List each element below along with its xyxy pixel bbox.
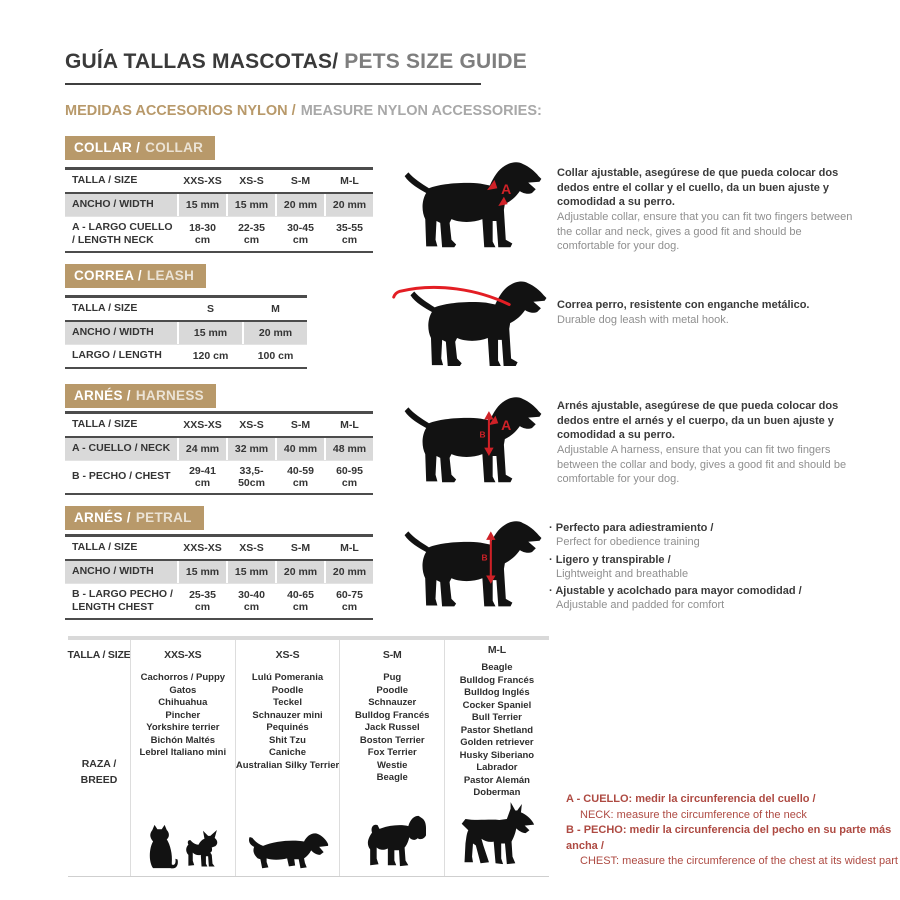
size-header: XS-S (226, 414, 275, 436)
harness-table-header (65, 414, 373, 438)
harness-marking-b: B (479, 429, 486, 440)
cat-silhouette-icon (143, 823, 179, 870)
petral-section-badge (65, 506, 204, 530)
schnauzer-silhouette-icon (359, 812, 426, 870)
collar-badge-es: COLLAR / (74, 140, 141, 155)
cell-value: 40-65 cm (275, 584, 324, 618)
footnote-b-en: CHEST: measure the circumference of the chest at its widest part (580, 855, 898, 868)
measurement-footnotes (566, 792, 900, 870)
collar-description (557, 166, 859, 254)
animal-cell (131, 823, 235, 876)
collar-neck-row (65, 216, 373, 251)
breed-item: Caniche (269, 747, 307, 759)
leash-desc-en: Durable dog leash with metal hook. (557, 313, 729, 326)
breed-column-m-l (444, 640, 549, 876)
collar-table-header (65, 170, 373, 194)
collar-size-table (65, 167, 373, 253)
breed-row-label (68, 670, 130, 876)
feature-item (549, 521, 859, 550)
leash-description (557, 298, 859, 327)
size-header: S-M (275, 170, 324, 192)
page-title (65, 50, 527, 85)
harness-badge-es: ARNÉS / (74, 388, 131, 403)
size-header: XS-S (226, 170, 275, 192)
row-label: A - LARGO CUELLO / LENGTH NECK (72, 221, 173, 247)
size-header: S-M (275, 414, 324, 436)
collar-width-row (65, 194, 373, 216)
feature-en: Adjustable and padded for comfort (556, 599, 725, 612)
breed-item: Cocker Spaniel (462, 699, 532, 711)
breed-item: Beagle (376, 772, 408, 784)
breed-item: Bulldog Francés (355, 709, 430, 721)
harness-dog-illustration (398, 383, 548, 486)
harness-section-badge (65, 384, 216, 408)
cell-value: 60-75 cm (324, 584, 373, 618)
harness-size-table (65, 411, 373, 495)
cell-value: 20 mm (324, 561, 373, 583)
petral-arrow-up-icon (486, 531, 495, 539)
feature-item (549, 584, 859, 613)
breed-item: Pastor Shetland (460, 724, 534, 736)
cell-value: 35-55 cm (324, 217, 373, 251)
breed-item: Teckel (273, 697, 302, 709)
chihuahua-silhouette-icon (184, 828, 222, 870)
breed-item: Australian Silky Terrier (235, 759, 340, 771)
cell-value: 15 mm (177, 561, 226, 583)
cell-value: 25-35 cm (177, 584, 226, 618)
petral-chest-row (65, 583, 373, 618)
footnote-b-es: B - PECHO: medir la circunferencia del pecho en su parte más ancha / (566, 824, 892, 852)
cell-value: 33,5-50cm (226, 461, 275, 493)
leash-size-table (65, 295, 307, 369)
breed-item: Pastor Alemán (463, 774, 530, 786)
cell-value: 100 cm (242, 345, 307, 367)
petral-size-table (65, 534, 373, 620)
col-header-size: TALLA / SIZE (72, 418, 138, 431)
breed-column-xs-s (235, 640, 340, 876)
cell-value: 24 mm (177, 438, 226, 460)
size-header: XXS-XS (177, 537, 226, 559)
dog-silhouette-icon (405, 397, 542, 482)
harness-description (557, 399, 859, 487)
page-subtitle-en: MEASURE NYLON ACCESSORIES: (300, 103, 542, 119)
doberman-silhouette-icon (457, 800, 536, 870)
cell-value: 60-95 cm (324, 461, 373, 493)
breed-item: Chihuahua (158, 697, 208, 709)
cell-value: 15 mm (177, 322, 242, 344)
size-header: M-L (324, 170, 373, 192)
feature-es: · Ajustable y acolchado para mayor comodidad / (549, 584, 859, 598)
breed-list (236, 670, 340, 772)
size-header: M-L (324, 414, 373, 436)
petral-badge-en: PETRAL (135, 510, 192, 525)
breed-item: Schnauzer mini (252, 709, 323, 721)
row-label: B - LARGO PECHO / LENGTH CHEST (72, 588, 173, 614)
breed-item: Pequinés (266, 722, 309, 734)
cell-value: 30-40 cm (226, 584, 275, 618)
breed-item: Poodle (271, 684, 304, 696)
leash-table-header (65, 298, 307, 322)
harness-desc-es: Arnés ajustable, asegúrese de que pueda colocar dos dedos entre el arnés y el cuerpo, da un buen ajuste y comodidad a su perro. (557, 400, 839, 442)
leash-width-row (65, 322, 307, 344)
petral-table-header (65, 537, 373, 561)
leash-badge-es: CORREA / (74, 268, 142, 283)
cell-value: 32 mm (226, 438, 275, 460)
collar-section-badge (65, 136, 215, 160)
breed-item: Cachorros / Puppy (140, 672, 226, 683)
breed-col-header: XS-S (275, 649, 300, 661)
cell-value: 15 mm (177, 194, 226, 216)
animal-cell (236, 829, 340, 876)
cell-value: 30-45 cm (275, 217, 324, 251)
leash-badge-en: LEASH (146, 268, 195, 283)
collar-desc-en: Adjustable collar, ensure that you can fit two fingers between the collar and neck, gives a good fit and should be comfortable for your dog. (557, 210, 853, 253)
breed-item: Bull Terrier (471, 712, 522, 724)
breed-item: Poodle (376, 684, 409, 696)
feature-es: · Perfecto para adiestramiento / (549, 521, 859, 535)
size-header: XS-S (226, 537, 275, 559)
page-title-es: GUÍA TALLAS MASCOTAS/ (65, 50, 339, 73)
harness-marking-a: A (501, 416, 512, 433)
cell-value: 40-59 cm (275, 461, 324, 493)
breed-item: Boston Terrier (359, 734, 425, 746)
harness-desc-en: Adjustable A harness, ensure that you can fit two fingers between the collar and body, gives a good fit and should be comfortable for your dog. (557, 443, 847, 486)
breed-item: Beagle (481, 662, 513, 674)
breed-item: Fox Terrier (367, 747, 417, 759)
cell-value: 48 mm (324, 438, 373, 460)
cell-value: 20 mm (275, 561, 324, 583)
leash-desc-es: Correa perro, resistente con enganche metálico. (557, 299, 810, 311)
breed-col-header: M-L (487, 644, 506, 657)
breed-item: Jack Russel (364, 722, 420, 734)
petral-width-row (65, 561, 373, 583)
cell-value: 20 mm (275, 194, 324, 216)
breed-item: Doberman (473, 787, 521, 799)
harness-badge-en: HARNESS (135, 388, 204, 403)
breed-list (340, 670, 444, 785)
cell-value: 20 mm (324, 194, 373, 216)
breed-table-label-column (68, 640, 130, 876)
size-header: XXS-XS (177, 170, 226, 192)
harness-neck-row (65, 438, 373, 460)
row-label: A - CUELLO / NECK (65, 438, 177, 460)
page-subtitle-es: MEDIDAS ACCESORIOS NYLON / (65, 103, 296, 119)
size-header: S-M (275, 537, 324, 559)
collar-marking-a: A (501, 180, 512, 197)
dog-silhouette-icon (405, 162, 542, 247)
row-label: ANCHO / WIDTH (65, 194, 177, 216)
row-label: LARGO / LENGTH (72, 349, 162, 362)
breed-column-xxs-xs (130, 640, 235, 876)
col-header-size: TALLA / SIZE (72, 174, 138, 187)
feature-en: Lightweight and breathable (556, 567, 689, 580)
cell-value: 40 mm (275, 438, 324, 460)
breed-item: Pug (383, 672, 402, 683)
size-header: XXS-XS (177, 414, 226, 436)
harness-arrow-up-icon (484, 411, 493, 419)
dog-silhouette-icon (405, 521, 542, 606)
breed-row-label-es: RAZA / (81, 758, 117, 771)
breed-item: Yorkshire terrier (146, 722, 220, 734)
petral-badge-es: ARNÉS / (74, 510, 131, 525)
leash-length-row (65, 344, 307, 367)
breed-item: Shit Tzu (269, 734, 306, 746)
breed-row-label-en: BREED (80, 774, 118, 786)
dachshund-silhouette-icon (247, 829, 329, 870)
cell-value: 15 mm (226, 194, 275, 216)
leash-section-badge (65, 264, 206, 288)
cell-value: 29-41 cm (177, 461, 226, 493)
feature-en: Perfect for obedience training (556, 536, 700, 549)
breed-col-header: S-M (382, 649, 402, 661)
row-label: ANCHO / WIDTH (65, 322, 177, 344)
breed-item: Pincher (165, 709, 201, 721)
collar-dog-illustration (398, 148, 548, 251)
breed-item: Bulldog Francés (459, 674, 535, 686)
breed-list (131, 670, 235, 760)
breed-item: Gatos (169, 684, 197, 696)
leash-dog-illustration (390, 267, 553, 370)
page-title-en: PETS SIZE GUIDE (344, 50, 527, 73)
breed-item: Husky Siberiano (459, 749, 535, 761)
col-header-size: TALLA / SIZE (72, 302, 138, 315)
col-header-size: TALLA / SIZE (72, 541, 138, 554)
petral-feature-list (549, 521, 859, 616)
breed-item: Westie (376, 759, 408, 771)
petral-dog-illustration (398, 506, 548, 613)
page-subtitle (65, 103, 542, 119)
size-header: S (177, 298, 242, 320)
animal-cell (340, 812, 444, 876)
harness-chest-row (65, 460, 373, 493)
animal-cell (445, 800, 549, 876)
breed-item: Schnauzer (368, 697, 417, 709)
cell-value: 20 mm (242, 322, 307, 344)
breed-list (445, 660, 549, 800)
breed-item: Golden retriever (460, 737, 534, 749)
cell-value: 120 cm (177, 345, 242, 367)
footnote-a-en: NECK: measure the circumference of the neck (580, 808, 807, 821)
breed-item: Lulú Pomerania (251, 672, 324, 683)
feature-es: · Ligero y transpirable / (549, 553, 859, 567)
cell-value: 18-30 cm (177, 217, 226, 251)
breed-item: Bulldog Inglés (464, 687, 530, 699)
breed-size-table (68, 636, 549, 877)
cell-value: 22-35 cm (226, 217, 275, 251)
collar-desc-es: Collar ajustable, asegúrese de que pueda colocar dos dedos entre el collar y el cuello, da un buen ajuste y comodidad a su perro. (557, 167, 839, 209)
breed-col-header: XXS-XS (164, 649, 202, 661)
breed-col-header: TALLA / SIZE (67, 649, 131, 661)
breed-column-s-m (339, 640, 444, 876)
size-header: M (242, 298, 307, 320)
cell-value: 15 mm (226, 561, 275, 583)
breed-item: Bichón Maltés (150, 734, 216, 746)
breed-item: Labrador (476, 762, 518, 774)
footnote-a-es: A - CUELLO: medir la circunferencia del cuello / (566, 793, 816, 805)
feature-item (549, 553, 859, 582)
row-label: B - PECHO / CHEST (72, 470, 171, 483)
breed-item: Lebrel Italiano mini (139, 747, 227, 759)
collar-badge-en: COLLAR (145, 140, 204, 155)
size-header: M-L (324, 537, 373, 559)
petral-marking-b: B (481, 552, 488, 563)
row-label: ANCHO / WIDTH (65, 561, 177, 583)
